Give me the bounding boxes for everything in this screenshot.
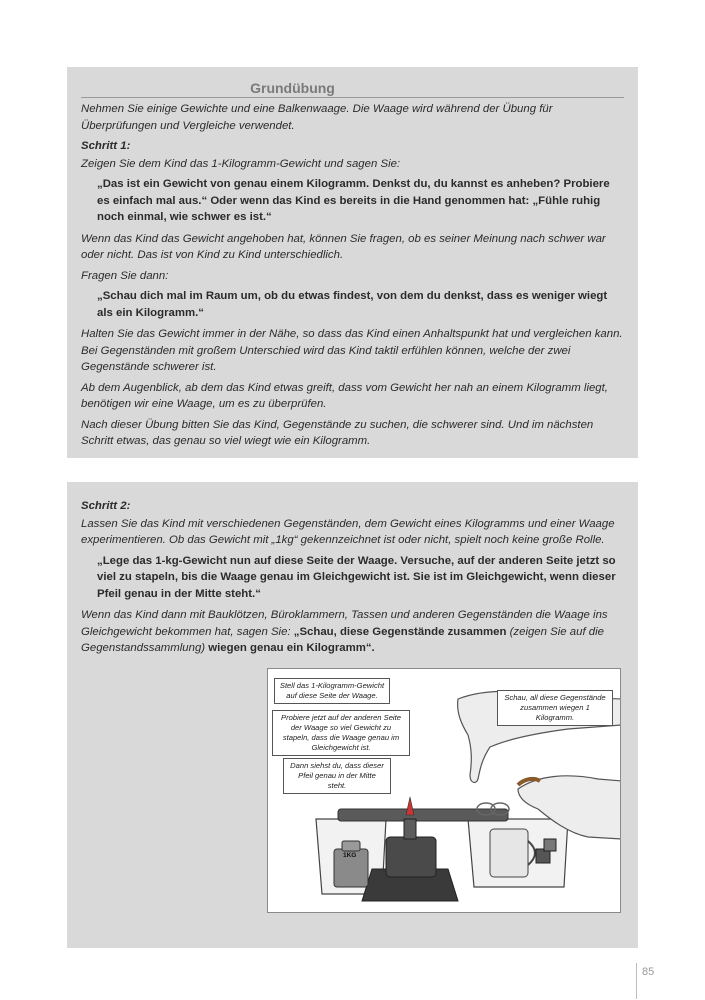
p2-start: Wenn das Kind dann mit Bauklötzen, Büroklammern, Tassen und anderen Gegenständen die Waage ins Gleichgewicht bekommen hat, sagen Sie: — [81, 609, 608, 638]
p2-bold-1: „Schau, diese Gegenstände zusammen — [293, 625, 507, 638]
paragraph-5: Ab dem Augenblick, ab dem das Kind etwas greift, dass vom Gewicht her nah an einem Kilogramm liegt, benötigen wir eine Waage, um es zu überprüfen. — [81, 381, 608, 410]
step2-paragraph-1: Lassen Sie das Kind mit verschiedenen Gegenständen, dem Gewicht eines Kilogramms und einer Waage experimentieren. Ob das Gewicht mit „1kg“ gekennzeichnet ist oder nicht, spielt noch keine große Rolle. — [81, 517, 615, 546]
page-number: 85 — [642, 966, 655, 978]
speech-bubble-3: Dann siehst du, dass dieser Pfeil genau in der Mitte steht. — [283, 758, 391, 794]
p2-bold-2: wiegen genau ein Kilogramm“. — [208, 642, 375, 654]
section-heading: Grundübung — [250, 80, 335, 96]
p2-italic: (zeigen Sie auf die Gegenstandssammlung) — [81, 625, 604, 654]
heading-rule — [81, 97, 624, 98]
step2-title: Schritt 2: — [81, 500, 131, 512]
step2-quote: „Lege das 1-kg-Gewicht nun auf diese Seite der Waage. Versuche, auf der anderen Seite jetzt so viel zu stapeln, bis die Waage genau im Gleichgewicht ist. Sie ist im Gleichgewicht, wenn dieser Pfeil genau in der Mitte steht.“ — [97, 554, 616, 600]
page-number-divider — [636, 963, 637, 999]
weight-label: 1KG — [343, 852, 357, 859]
speech-bubble-2: Probiere jetzt auf der anderen Seite der Waage so viel Gewicht zu stapeln, dass die Waage genau im Gleichgewicht ist. — [272, 710, 410, 756]
paragraph-2: Wenn das Kind das Gewicht angehoben hat, können Sie fragen, ob es seiner Meinung nach schwer war oder nicht. Das ist von Kind zu Kind unterschiedlich. — [81, 232, 606, 261]
speech-bubble-1: Stell das 1-Kilogramm-Gewicht auf diese Seite der Waage. — [274, 678, 390, 704]
quote-1: „Das ist ein Gewicht von genau einem Kilogramm. Denkst du, du kannst es anheben? Probiere es einfach mal aus.“ Oder wenn das Kind es bereits in die Hand genommen hat: „Fühle ruhig noch einmal, wie schwer es ist.“ — [97, 178, 610, 223]
paragraph-6: Nach dieser Übung bitten Sie das Kind, Gegenstände zu suchen, die schwerer sind. Und im nächsten Schritt etwas, das genau so viel wiegt wie ein Kilogramm. — [81, 418, 594, 447]
paragraph-4: Halten Sie das Gewicht immer in der Nähe, so dass das Kind einen Anhaltspunkt hat und vergleichen kann. Bei Gegenständen mit großem Unterschied wird das Kind taktil erfühlen können, welche der zwei Gegenstände schwerer ist. — [81, 328, 623, 373]
step1-title: Schritt 1: — [81, 140, 131, 152]
step2-paragraph-2 — [81, 607, 624, 657]
speech-bubble-4: Schau, all diese Gegenstände zusammen wiegen 1 Kilogramm. — [497, 690, 613, 726]
paragraph-3: Fragen Sie dann: — [81, 269, 169, 282]
step1-text: Zeigen Sie dem Kind das 1-Kilogramm-Gewicht und sagen Sie: — [81, 157, 401, 170]
exercise-box-basic — [67, 67, 638, 458]
quote-2: „Schau dich mal im Raum um, ob du etwas findest, von dem du denkst, dass es weniger wiegt als ein Kilogramm.“ — [97, 290, 608, 319]
intro-paragraph: Nehmen Sie einige Gewichte und eine Balkenwaage. Die Waage wird während der Übung für Überprüfungen und Vergleiche verwendet. — [81, 103, 553, 132]
